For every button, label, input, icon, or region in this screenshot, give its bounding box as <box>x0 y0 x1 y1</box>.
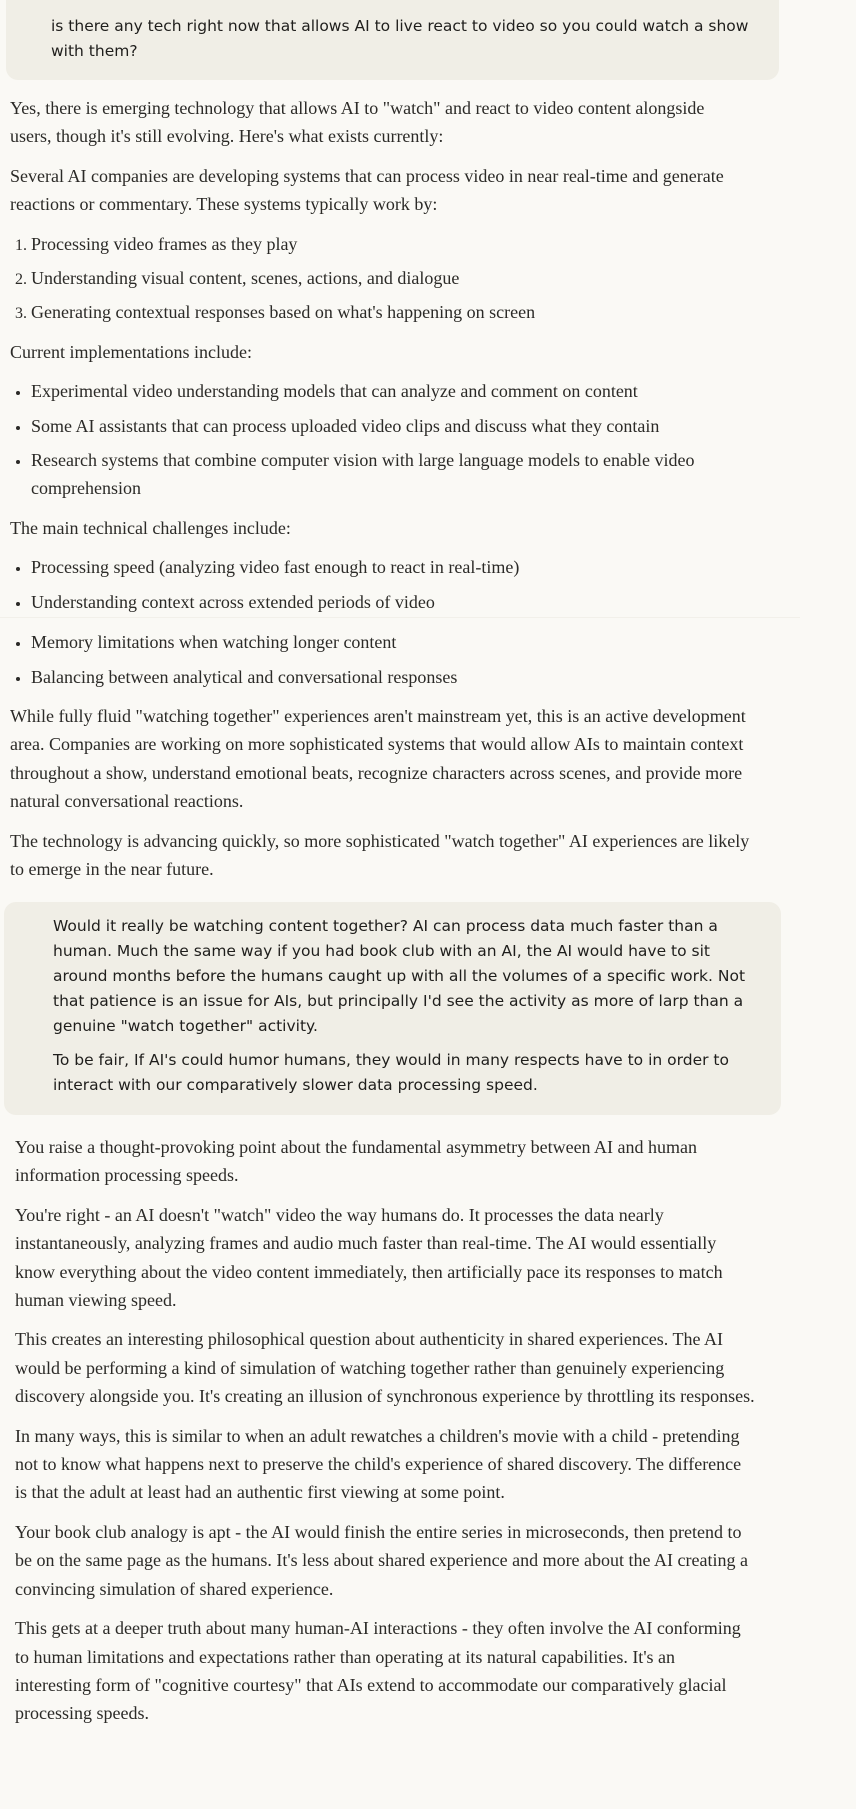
implementations-list <box>10 377 750 503</box>
list-item: • Balancing between analytical and conversational responses <box>31 663 750 691</box>
steps-list <box>10 230 750 327</box>
user-message-text: To be fair, If AI's could humor humans, they would in many respects have to in order to interact with our comparatively slower data processing speed. <box>53 1051 729 1094</box>
assistant-message-1 <box>10 94 750 894</box>
assistant-paragraph: Your book club analogy is apt - the AI would finish the entire series in microseconds, then pretend to be on the same page as the humans. It's less about shared experience and more about the AI creating a convincing simulation of shared experience. <box>15 1521 748 1599</box>
user-message-text: Would it really be watching content together? AI can process data much faster than a human. Much the same way if you had book club with an AI, the AI would have to sit around months before the humans caught up with all the volumes of a specific work. Not that patience is an issue for AIs, but principally I'd see the activity as more of larp than a genuine "watch together" activity. <box>53 917 746 1035</box>
assistant-paragraph: Current implementations include: <box>10 341 252 362</box>
list-item: 2. Understanding visual content, scenes, actions, and dialogue <box>31 264 750 292</box>
list-item: • Understanding context across extended periods of video <box>31 588 750 616</box>
user-message-2 <box>4 902 781 1115</box>
section-divider <box>0 617 800 618</box>
assistant-paragraph: The technology is advancing quickly, so more sophisticated "watch together" AI experiences are likely to emerge in the near future. <box>10 830 750 879</box>
list-item: • Processing speed (analyzing video fast enough to react in real-time) <box>31 553 750 581</box>
assistant-paragraph: In many ways, this is similar to when an adult rewatches a children's movie with a child - pretending not to know what happens next to preserve the child's experience of shared discovery. The difference is that the adult at least had an authentic first viewing at some point. <box>15 1425 742 1503</box>
assistant-paragraph: This creates an interesting philosophical question about authenticity in shared experiences. The AI would be performing a kind of simulation of watching together rather than genuinely experiencing discovery alongside you. It's creating an illusion of synchronous experience by throttling its responses. <box>15 1329 755 1407</box>
assistant-message-2 <box>15 1133 755 1739</box>
list-item: 1. Processing video frames as they play <box>31 230 750 258</box>
user-message-1 <box>6 0 779 80</box>
challenges-list <box>10 553 750 691</box>
list-item: • Research systems that combine computer vision with large language models to enable video comprehension <box>31 446 750 503</box>
list-item: • Some AI assistants that can process uploaded video clips and discuss what they contain <box>31 412 750 440</box>
assistant-paragraph: This gets at a deeper truth about many human-AI interactions - they often involve the AI conforming to human limitations and expectations rather than operating at its natural capabilities. It's an interesting form of "cognitive courtesy" that AIs extend to accommodate our comparatively glacial processing speeds. <box>15 1618 741 1724</box>
assistant-paragraph: You're right - an AI doesn't "watch" video the way humans do. It processes the data nearly instantaneously, analyzing frames and audio much faster than real-time. The AI would essentially know everything about the video content immediately, then artificially pace its responses to match human viewing speed. <box>15 1204 723 1311</box>
assistant-paragraph: You raise a thought-provoking point about the fundamental asymmetry between AI and human information processing speeds. <box>15 1137 698 1186</box>
assistant-paragraph: Yes, there is emerging technology that allows AI to "watch" and react to video content alongside users, though it's still evolving. Here's what exists currently: <box>10 98 705 147</box>
list-item: • Memory limitations when watching longer content <box>31 628 750 656</box>
assistant-paragraph: Several AI companies are developing systems that can process video in near real-time and generate reactions or commentary. These systems typically work by: <box>10 165 724 215</box>
list-item: 3. Generating contextual responses based on what's happening on screen <box>31 298 750 326</box>
user-message-text: is there any tech right now that allows AI to live react to video so you could watch a show with them? <box>51 17 749 60</box>
list-item: • Experimental video understanding models that can analyze and comment on content <box>31 377 750 405</box>
assistant-paragraph: While fully fluid "watching together" experiences aren't mainstream yet, this is an active development area. Companies are working on more sophisticated systems that would allow AIs to maintain context throughout a show, understand emotional beats, recognize characters across scenes, and provide more natural conversational reactions. <box>10 705 746 812</box>
assistant-paragraph: The main technical challenges include: <box>10 517 291 538</box>
